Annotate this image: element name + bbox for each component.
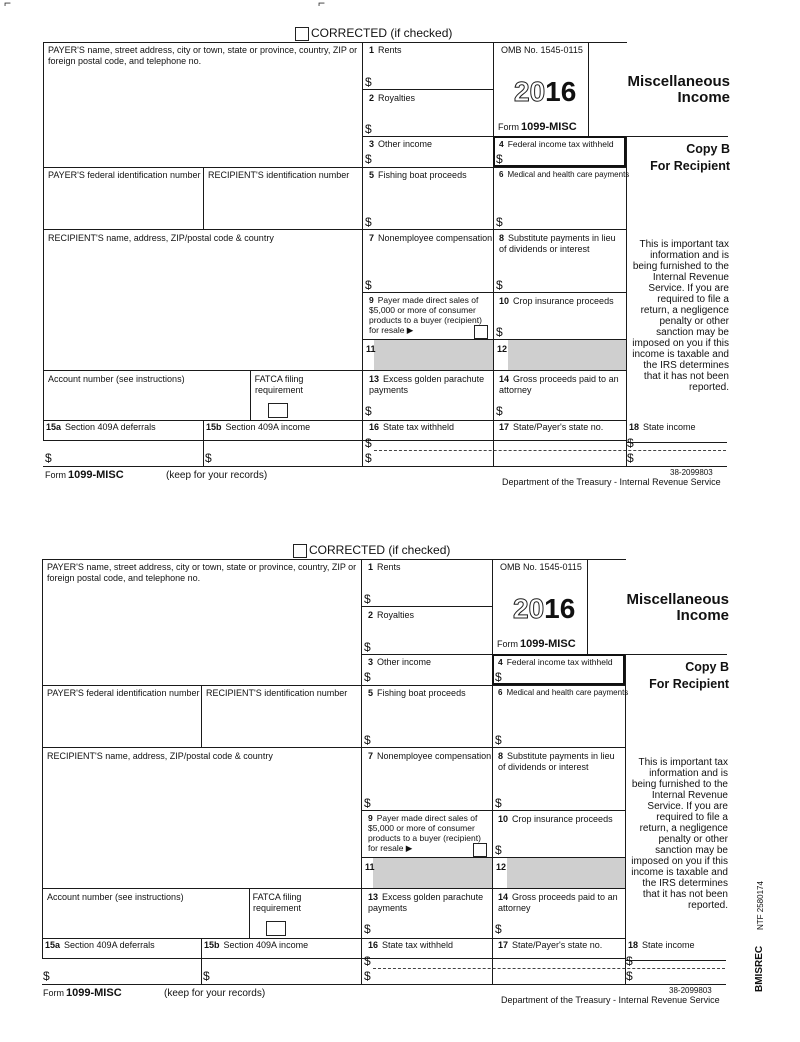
footer-code: 38-2099803: [669, 986, 712, 995]
box1-label: 1 Rents: [369, 45, 402, 55]
payer-name-field[interactable]: [44, 68, 361, 166]
box8-dollar: $: [496, 278, 503, 292]
box15a-label: 15a Section 409A deferrals: [45, 940, 155, 950]
box10-label: 10 Crop insurance proceeds: [499, 296, 614, 306]
box16-dollar-2: $: [364, 969, 371, 983]
box8-dollar: $: [495, 796, 502, 810]
payer-fed-id-label: PAYER'S federal identification number: [47, 688, 200, 698]
box4-label: 4 Federal income tax withheld: [499, 139, 614, 149]
box9-label: 9 Payer made direct sales of $5,000 or more of consumer products to a buyer (recipient) for resale ▶: [369, 295, 482, 335]
box4-dollar: $: [496, 152, 503, 166]
corrected-label: CORRECTED (if checked): [311, 26, 453, 40]
form-1099-misc-copy-1: [0, 24, 800, 524]
crop-mark-left: ⌐: [4, 0, 12, 10]
box7-dollar: $: [365, 278, 372, 292]
box18-label: 18 State income: [628, 940, 695, 950]
box5-dollar: $: [364, 733, 371, 747]
box9-checkbox[interactable]: [473, 843, 487, 857]
box7-label: 7 Nonemployee compensation: [369, 233, 493, 243]
payer-name-label: PAYER'S name, street address, city or town, state or province, country, ZIP or foreign postal code, and telephone no.: [47, 562, 357, 583]
box15b-dollar: $: [203, 969, 210, 983]
payer-name-label: PAYER'S name, street address, city or town, state or province, country, ZIP or foreign postal code, and telephone no.: [48, 45, 358, 66]
box6-label: 6 Medical and health care payments: [499, 170, 630, 179]
box12-shade: [507, 858, 625, 888]
footer-keep: (keep for your records): [164, 988, 266, 999]
box15b-dollar: $: [205, 451, 212, 465]
recipient-id-label: RECIPIENT'S identification number: [208, 170, 350, 180]
box12-label: 12: [497, 344, 508, 354]
box1-label: 1 Rents: [368, 562, 401, 572]
box10-label: 10 Crop insurance proceeds: [498, 814, 613, 824]
box3-dollar: $: [364, 670, 371, 684]
box1-dollar: $: [364, 592, 371, 606]
box15a-dollar: $: [45, 451, 52, 465]
box6-dollar: $: [496, 215, 503, 229]
box11-shade: [373, 858, 492, 888]
box8-label: 8 Substitute payments in lieu of dividends or interest: [499, 233, 616, 254]
footer-keep: (keep for your records): [166, 470, 268, 481]
box10-dollar: $: [495, 843, 502, 857]
recipient-name-label: RECIPIENT'S name, address, ZIP/postal code & country: [47, 751, 273, 761]
box10-dollar: $: [496, 325, 503, 339]
box2-dollar: $: [364, 640, 371, 654]
box2-dollar: $: [365, 122, 372, 136]
notice-text: This is important tax information and is being furnished to the Internal Revenue Service. If you are required to file a return, a negligence penalty or other sanction may be imposed on you if this income is taxable and the IRS determines that it has not been reported.: [632, 239, 729, 393]
account-number-label: Account number (see instructions): [48, 374, 185, 384]
box13-dollar: $: [364, 922, 371, 936]
box12-label: 12: [496, 862, 507, 872]
account-number-label: Account number (see instructions): [47, 892, 184, 902]
corrected-checkbox[interactable]: [293, 544, 307, 558]
box17-label: 17 State/Payer's state no.: [499, 422, 604, 432]
box1-dollar: $: [365, 75, 372, 89]
box8-label: 8 Substitute payments in lieu of dividends or interest: [498, 751, 615, 772]
footer-dept: Department of the Treasury - Internal Revenue Service: [501, 995, 720, 1005]
box16-label: 16 State tax withheld: [368, 940, 454, 950]
box15a-dollar: $: [43, 969, 50, 983]
box16-dollar-1: $: [365, 436, 372, 450]
box3-label: 3 Other income: [368, 657, 432, 667]
box18-dollar-1: $: [626, 954, 633, 968]
box18-label: 18 State income: [629, 422, 696, 432]
box5-label: 5 Fishing boat proceeds: [369, 170, 467, 180]
fatca-label: FATCA filing requirement: [254, 374, 304, 395]
crop-mark-right: ⌐: [318, 0, 326, 10]
box7-dollar: $: [364, 796, 371, 810]
box11-label: 11: [365, 862, 375, 872]
footer-dept: Department of the Treasury - Internal Revenue Service: [502, 477, 721, 487]
fatca-checkbox[interactable]: [268, 403, 288, 418]
box13-dollar: $: [365, 404, 372, 418]
box14-label: 14 Gross proceeds paid to an attorney: [499, 374, 619, 395]
payer-fed-id-label: PAYER'S federal identification number: [48, 170, 201, 180]
form-title: Miscellaneous Income: [627, 73, 730, 106]
box2-label: 2 Royalties: [368, 610, 415, 620]
box5-dollar: $: [365, 215, 372, 229]
form-name-label: Form 1099-MISC: [497, 638, 576, 650]
copy-b-label: Copy B For Recipient: [650, 142, 730, 173]
fatca-label: FATCA filing requirement: [252, 892, 302, 913]
box6-dollar: $: [495, 733, 502, 747]
box15b-label: 15b Section 409A income: [206, 422, 311, 432]
recipient-id-label: RECIPIENT'S identification number: [206, 688, 348, 698]
box3-label: 3 Other income: [369, 139, 433, 149]
footer-form-name: Form 1099-MISC: [43, 987, 122, 999]
box2-label: 2 Royalties: [369, 93, 416, 103]
fatca-checkbox[interactable]: [266, 921, 286, 936]
notice-text: This is important tax information and is being furnished to the Internal Revenue Service. If you are required to file a return, a negligence penalty or other sanction may be imposed on you if this income is taxable and the IRS determines that it has not been reported.: [631, 757, 728, 911]
tax-year: 2016: [513, 593, 576, 624]
box12-shade: [508, 340, 626, 370]
payer-name-field[interactable]: [43, 586, 360, 684]
tax-year: 2016: [514, 76, 577, 107]
recipient-name-label: RECIPIENT'S name, address, ZIP/postal code & country: [48, 233, 274, 243]
box9-checkbox[interactable]: [474, 325, 488, 339]
box13-label: 13 Excess golden parachute payments: [368, 892, 484, 913]
omb-number: OMB No. 1545-0115: [501, 45, 583, 55]
box9-label: 9 Payer made direct sales of $5,000 or more of consumer products to a buyer (recipient) for resale ▶: [368, 813, 481, 853]
box6-label: 6 Medical and health care payments: [498, 688, 629, 697]
bmisrec-code: BMISREC: [754, 945, 765, 992]
footer-code: 38-2099803: [670, 468, 713, 477]
box16-dollar-1: $: [364, 954, 371, 968]
box14-dollar: $: [496, 404, 503, 418]
box5-label: 5 Fishing boat proceeds: [368, 688, 466, 698]
box7-label: 7 Nonemployee compensation: [368, 751, 492, 761]
box15a-label: 15a Section 409A deferrals: [46, 422, 156, 432]
box18-dollar-2: $: [626, 969, 633, 983]
box3-dollar: $: [365, 152, 372, 166]
form-1099-misc-copy-2: [0, 542, 800, 1042]
box11-shade: [374, 340, 493, 370]
box16-dollar-2: $: [365, 451, 372, 465]
form-name-label: Form 1099-MISC: [498, 121, 577, 133]
box16-label: 16 State tax withheld: [369, 422, 455, 432]
box17-label: 17 State/Payer's state no.: [498, 940, 603, 950]
form-title: Miscellaneous Income: [626, 591, 729, 624]
corrected-label: CORRECTED (if checked): [309, 543, 451, 557]
box4-label: 4 Federal income tax withheld: [498, 657, 613, 667]
box14-label: 14 Gross proceeds paid to an attorney: [498, 892, 618, 913]
box14-dollar: $: [495, 922, 502, 936]
omb-number: OMB No. 1545-0115: [500, 562, 582, 572]
box11-label: 11: [366, 344, 376, 354]
footer-form-name: Form 1099-MISC: [45, 469, 124, 481]
corrected-checkbox[interactable]: [295, 27, 309, 41]
box15b-label: 15b Section 409A income: [204, 940, 309, 950]
ntf-code: NTF 2580174: [756, 881, 765, 930]
box18-dollar-2: $: [627, 451, 634, 465]
box13-label: 13 Excess golden parachute payments: [369, 374, 485, 395]
box18-dollar-1: $: [627, 436, 634, 450]
box4-dollar: $: [495, 670, 502, 684]
copy-b-label: Copy B For Recipient: [649, 660, 729, 691]
